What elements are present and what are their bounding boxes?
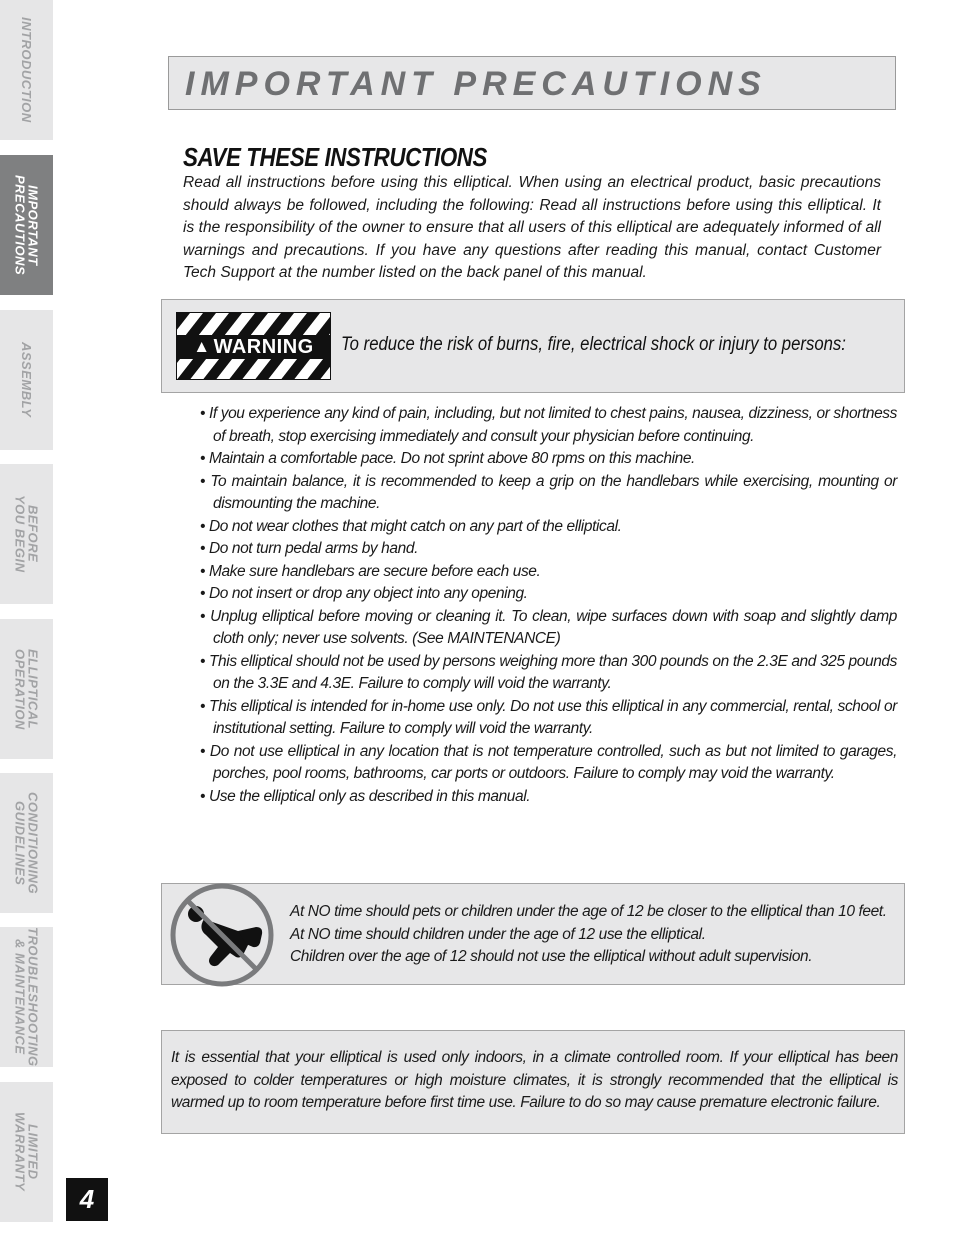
warning-label [177,335,330,359]
sidebar-tab-label: LIMITED WARRANTY [12,1112,41,1192]
child-safety-line: At NO time should pets or children under the age of 12 be closer to the elliptical than 10 feet. [290,903,887,920]
precautions-list [200,403,897,808]
page-title: IMPORTANT PRECAUTIONS [185,65,767,103]
section-heading: SAVE THESE INSTRUCTIONS [183,142,488,172]
list-item: • Do not use elliptical in any location that is not temperature controlled, such as but not limited to garages, porches, pool rooms, bathrooms, car ports or outdoors. Failure to comply may void the warranty. [200,741,897,786]
sidebar-tab-label: INTRODUCTION [19,17,34,123]
child-safety-line: At NO time should children under the age of 12 use the elliptical. [290,925,706,943]
page-number: 4 [66,1178,108,1221]
sidebar-tab-troubleshooting-maintenance[interactable] [0,927,53,1067]
list-item: • This elliptical should not be used by persons weighing more than 300 pounds on the 2.3E and 325 pounds on the 3.3E and 4.3E. Failure to comply will void the warranty. [200,651,897,696]
sidebar-tab-before-you-begin[interactable] [0,464,53,604]
warning-panel [161,299,905,393]
list-item: • Do not wear clothes that might catch on any part of the elliptical. [200,516,897,539]
sidebar-tab-assembly[interactable] [0,310,53,450]
list-item: • Maintain a comfortable pace. Do not sprint above 80 rpms on this machine. [200,448,897,471]
list-item: • Do not turn pedal arms by hand. [200,538,897,561]
sidebar-tab-important-precautions[interactable] [0,155,53,295]
sidebar-tab-label: BEFORE YOU BEGIN [12,495,41,573]
sidebar-tab-limited-warranty[interactable] [0,1082,53,1222]
list-item: • To maintain balance, it is recommended to keep a grip on the handlebars while exercising, mounting or dismounting the machine. [200,471,897,516]
list-item: • Unplug elliptical before moving or cleaning it. To clean, wipe surfaces down with soap and slightly damp cloth only; never use solvents. (See MAINTENANCE) [200,606,897,651]
child-safety-line: Children over the age of 12 should not use the elliptical without adult supervision. [290,948,813,965]
warning-badge [176,312,331,380]
warning-label-text: WARNING [213,335,314,358]
page-title-box [168,56,896,110]
climate-note-panel [161,1030,905,1134]
sidebar-tab-label: TROUBLESHOOTING & MAINTENANCE [12,927,41,1067]
list-item: • This elliptical is intended for in-home use only. Do not use this elliptical in any commercial, rental, school or institutional setting. Failure to comply will void the warranty. [200,696,897,741]
warning-text: To reduce the risk of burns, fire, electrical shock or injury to persons: [341,334,846,355]
list-item: • If you experience any kind of pain, including, but not limited to chest pains, nausea, dizziness, or shortness of breath, stop exercising immediately and consult your physician before continuing. [200,403,897,448]
climate-note-text: It is essential that your elliptical is used only indoors, in a climate controlled room. If your elliptical has been exposed to colder temperatures or high moisture climates, it is strongly recommended that the elliptical is warmed up to room temperature before first time use. Failure to do so may cause premature electronic failure. [171,1049,898,1111]
sidebar-tab-introduction[interactable] [0,0,53,140]
sidebar-tab-label: CONDITIONING GUIDELINES [12,791,41,895]
sidebar-tab-elliptical-operation[interactable] [0,619,53,759]
no-children-icon [168,881,276,989]
child-safety-text [290,901,887,969]
list-item: • Make sure handlebars are secure before each use. [200,561,897,584]
sidebar-tab-label: ASSEMBLY [19,342,34,418]
list-item: • Do not insert or drop any object into any opening. [200,583,897,606]
sidebar-tab-conditioning-guidelines[interactable] [0,773,53,913]
list-item: • Use the elliptical only as described in this manual. [200,786,897,809]
warning-triangle-icon: ▲ [193,337,211,356]
sidebar-tab-label: ELLIPTICAL OPERATION [12,648,41,730]
sidebar-tab-label: IMPORTANT PRECAUTIONS [12,174,41,276]
intro-paragraph: Read all instructions before using this elliptical. When using an electrical product, basic precautions should always be followed, including the following: Read all instructions before using this elliptical. It is the responsibility of the owner to ensure that all users of this elliptical are adequately informed of all warnings and precautions. If you have any questions after reading this manual, contact Customer Tech Support at the number listed on the back panel of this manual. [183,174,881,281]
child-safety-panel [161,883,905,985]
